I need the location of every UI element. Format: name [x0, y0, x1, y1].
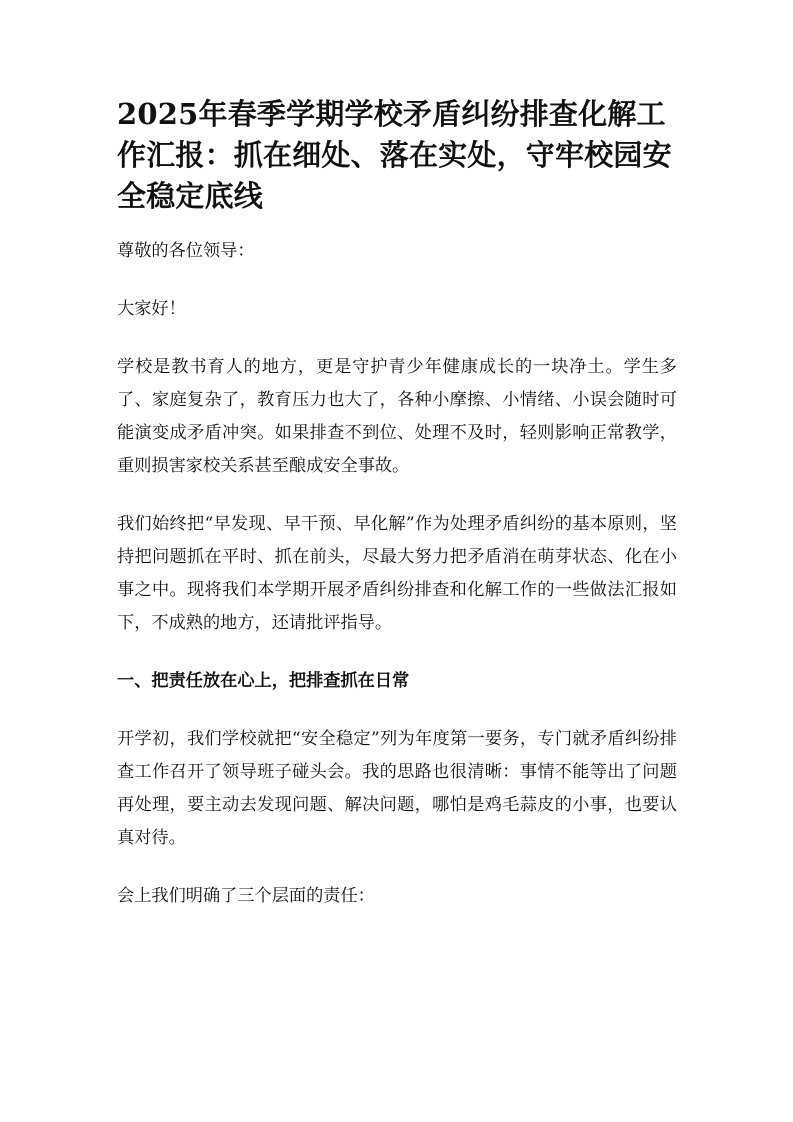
intro-paragraph-2: 我们始终把“早发现、早干预、早化解”作为处理矛盾纠纷的基本原则，坚持把问题抓在平时、抓在前头，尽最大努力把矛盾消在萌芽状态、化在小事之中。现将我们本学期开展矛盾纠纷排查和化解工作的一些做法汇报如下，不成熟的地方，还请批评指导。 — [117, 514, 677, 633]
document-body — [117, 94, 677, 913]
greeting: 大家好！ — [117, 299, 186, 319]
salutation: 尊敬的各位领导： — [117, 241, 255, 261]
intro-paragraph-1: 学校是教书育人的地方，更是守护青少年健康成长的一块净土。学生多了、家庭复杂了，教育压力也大了，各种小摩擦、小情绪、小误会随时可能演变成矛盾冲突。如果排查不到位、处理不及时，轻则影响正常教学，重则损害家校关系甚至酿成安全事故。 — [117, 357, 677, 476]
document-title: 2025年春季学期学校矛盾纠纷排查化解工作汇报：抓在细处、落在实处，守牢校园安全稳定底线 — [117, 97, 672, 213]
section-heading-1: 一、把责任放在心上，把排查抓在日常 — [117, 671, 410, 691]
section1-paragraph-2: 会上我们明确了三个层面的责任： — [117, 886, 375, 906]
section1-paragraph-1: 开学初，我们学校就把“安全稳定”列为年度第一要务，专门就矛盾纠纷排查工作召开了领导班子碰头会。我的思路也很清晰：事情不能等出了问题再处理，要主动去发现问题、解决问题，哪怕是鸡毛蒜皮的小事，也要认真对待。 — [117, 729, 677, 848]
